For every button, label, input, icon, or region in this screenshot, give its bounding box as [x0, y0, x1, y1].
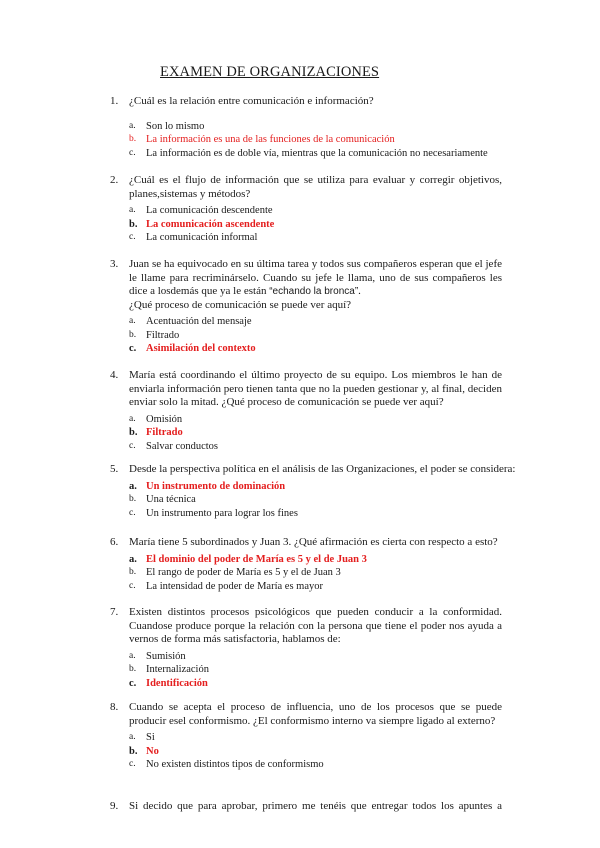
option-a: a. Sumisión: [129, 650, 186, 662]
question-6: [110, 536, 502, 593]
option-c: c. No existen distintos tipos de conformismo: [129, 759, 324, 770]
option-b-correct: b. La información es una de las funciones de la comunicación: [129, 134, 395, 145]
option-b: b. El rango de poder de María es 5 y el de Juan 3: [129, 567, 341, 578]
question-1: [110, 95, 502, 160]
option-c: c. Salvar conductos: [129, 440, 219, 452]
option-b: b. Internalización: [129, 664, 209, 675]
option-c-correct: c. Identificación: [129, 677, 208, 689]
option-b-correct: b. No: [129, 745, 159, 757]
question-number: 1.: [110, 95, 119, 107]
quoted-phrase: “echando la bronca”: [269, 286, 359, 297]
option-c-correct: c. Asimilación del contexto: [129, 343, 256, 354]
question-number: 4.: [110, 369, 119, 381]
question-number: 3.: [110, 258, 119, 270]
question-number: 6.: [110, 536, 119, 548]
option-a: a. Acentuación del mensaje: [129, 316, 252, 327]
question-number: 7.: [110, 606, 119, 618]
option-c: c. La intensidad de poder de María es mayor: [129, 580, 323, 592]
option-a-correct: a. El dominio del poder de María es 5 y el de Juan 3: [129, 553, 367, 565]
question-8: [110, 701, 502, 772]
exam-title: EXAMEN DE ORGANIZACIONES: [160, 64, 380, 80]
question-text: María tiene 5 subordinados y Juan 3. ¿Qué afirmación es cierta con respecto a esto?: [129, 536, 498, 548]
question-9: [110, 800, 502, 814]
option-b: b. Una técnica: [129, 494, 196, 505]
option-b: b. Filtrado: [129, 329, 180, 341]
option-a: a. Omisión: [129, 413, 183, 425]
option-c: c. La comunicación informal: [129, 232, 258, 243]
question-text: Juan se ha equivocado en su última tarea y todos sus compañeros esperan que el jefe le llame para recriminárselo. Cuando su jefe le llama, uno de sus compañeros les dice a losdemás que ya le están “echando la bronca”.: [129, 258, 502, 297]
question-number: 2.: [110, 174, 119, 186]
option-b-correct: b. La comunicación ascendente: [129, 218, 275, 230]
option-a: a. La comunicación descendente: [129, 205, 273, 216]
question-5: [110, 463, 516, 520]
question-text: María está coordinando el último proyecto de su equipo. Los miembros le han de enviarla información pero tienen tanta que no la pueden gestionar y, al final, deciden enviar solo la mitad. ¿Qué proceso de comunicación se puede ver aquí?: [129, 369, 502, 408]
option-a: a. Son lo mismo: [129, 120, 205, 132]
question-7: [110, 606, 502, 690]
question-number: 8.: [110, 701, 119, 713]
question-2: [110, 174, 502, 245]
option-c: c. Un instrumento para lograr los fines: [129, 507, 298, 519]
question-text: Cuando se acepta el proceso de influencia, uno de los procesos que se puede producir esel conformismo. ¿El conformismo interno va siempre ligado al externo?: [129, 701, 502, 727]
option-b-correct: b. Filtrado: [129, 427, 183, 438]
question-text: Existen distintos procesos psicológicos que pueden conducir a la conformidad. Cuandose produce porque la relación con la persona que tiene el poder nos ayuda a vernos de forma más satisfactoria, hablamos de:: [129, 606, 502, 645]
question-text: ¿Cuál es el flujo de información que se utiliza para evaluar y corregir objetivos, planes,sistemas y métodos?: [129, 174, 502, 200]
question-4: [110, 369, 502, 453]
question-subtext: ¿Qué proceso de comunicación se puede ver aquí?: [129, 298, 352, 311]
option-c: c. La información es de doble vía, mientras que la comunicación no necesariamente: [129, 147, 488, 159]
question-text: Si decido que para aprobar, primero me tenéis que entregar todos los apuntes a: [129, 800, 502, 812]
option-a: a. Si: [129, 732, 155, 743]
question-text: ¿Cuál es la relación entre comunicación e información?: [129, 95, 374, 107]
question-number: 9.: [110, 800, 119, 812]
option-a-correct: a. Un instrumento de dominación: [129, 480, 286, 492]
question-text: Desde la perspectiva política en el análisis de las Organizaciones, el poder se considera:: [129, 463, 516, 475]
question-number: 5.: [110, 463, 119, 475]
question-3: [110, 258, 502, 356]
